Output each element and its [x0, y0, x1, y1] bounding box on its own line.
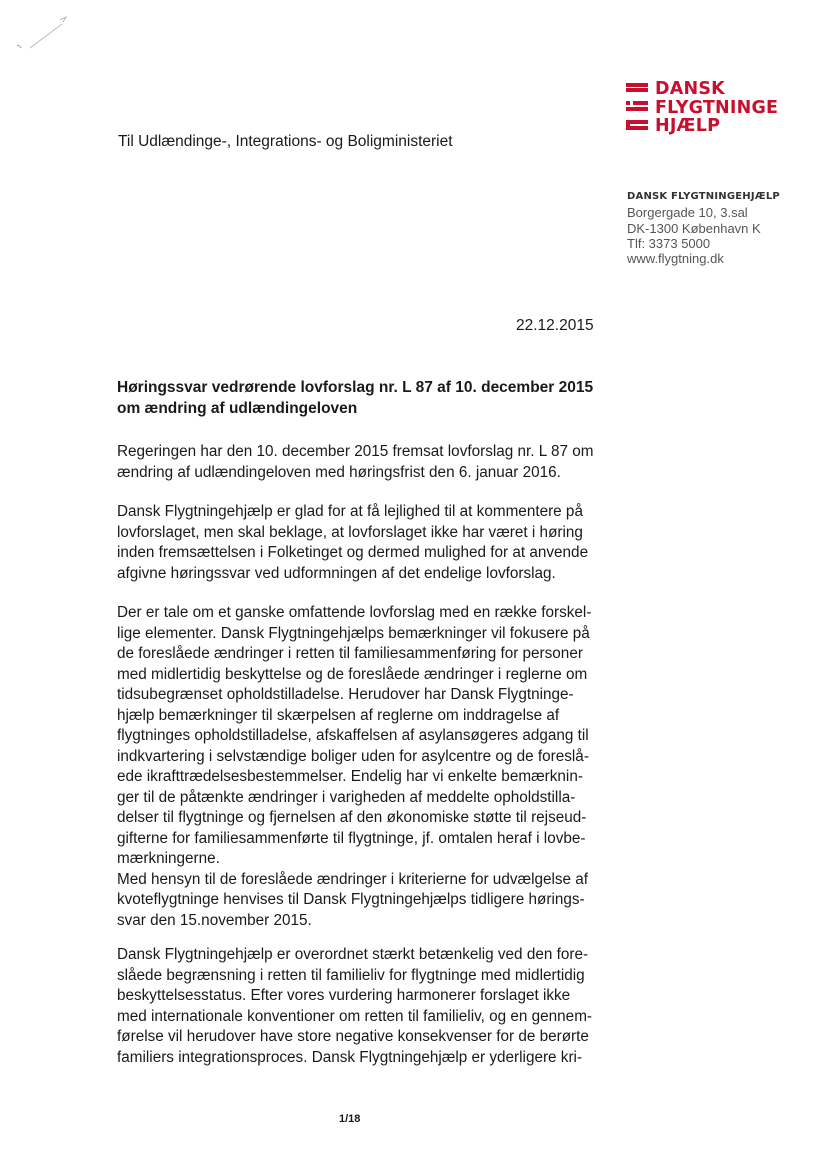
text-line: gifterne for familiesammenførte til flygtninge, jf. omtalen heraf i lovbe-	[117, 829, 586, 847]
text-line: Dansk Flygtningehjælp er overordnet stærkt betænkelig ved den fore-	[117, 946, 589, 963]
body-paragraph	[117, 603, 617, 931]
body-paragraph	[117, 442, 617, 483]
dfh-logo-mark-icon	[624, 82, 650, 134]
logo-line: FLYGTNINGE	[655, 97, 779, 118]
pen-scribble	[10, 10, 80, 60]
text-line: svar den 15.november 2015.	[117, 911, 312, 929]
sender-address	[627, 189, 780, 266]
text-line: mærkningerne.	[117, 850, 220, 867]
text-line: førelse vil herudover have store negative konsekvenser for de berørte	[117, 1028, 589, 1045]
text-line: familiers integrationsproces. Dansk Flygtningehjælp er yderligere kri-	[117, 1048, 583, 1066]
logo-wordmark	[655, 80, 778, 136]
text-line: Der er tale om et ganske omfattende lovforslag med en række forskel-	[117, 604, 592, 621]
letter-subject	[117, 378, 617, 419]
sender-address-line: Borgergade 10, 3.sal	[627, 205, 748, 221]
page-number: 1/18	[339, 1113, 361, 1125]
recipient-line: Til Udlændinge-, Integrations- og Boligministeriet	[118, 133, 453, 150]
text-line: ger til de påtænkte ændringer i varigheden af meddelte opholdstilla-	[117, 788, 576, 806]
text-line: Med hensyn til de foreslåede ændringer i kriterierne for udvælgelse af	[117, 870, 589, 888]
text-line: inden fremsættelsen i Folketinget og dermed mulighed for at anvende	[117, 544, 589, 561]
text-line: lige elementer. Dansk Flygtningehjælps bemærkninger vil fokusere på	[117, 624, 590, 642]
sender-org-name: DANSK FLYGTNINGEHJÆLP	[627, 191, 780, 202]
text-line: flygtninges opholdstilladelse, afskaffelsen af asylansøgeres adgang til	[117, 727, 589, 744]
text-line: ændring af udlændingeloven med høringsfrist den 6. januar 2016.	[117, 463, 561, 481]
text-line: Regeringen har den 10. december 2015 fremsat lovforslag nr. L 87 om	[117, 443, 594, 460]
text-line: delser til flygtninge og fjernelsen af den økonomiske støtte til rejseud-	[117, 809, 587, 826]
text-line: Dansk Flygtningehjælp er glad for at få lejlighed til at kommentere på	[117, 503, 583, 520]
text-line: slåede begrænsning i retten til familieliv for flygtninge med midlertidig	[117, 966, 585, 984]
text-line: beskyttelsesstatus. Efter vores vurdering harmonerer forslaget ikke	[117, 987, 571, 1004]
body-paragraph	[117, 945, 617, 1068]
text-line: afgivne høringssvar ved udformningen af det endelige lovforslag.	[117, 564, 556, 582]
body-paragraph	[117, 502, 617, 584]
text-line: med midlertidig beskyttelse og de foreslåede ændringer i reglerne om	[117, 665, 588, 683]
sender-phone: Tlf: 3373 5000	[627, 235, 711, 251]
text-line: lovforslaget, men skal beklage, at lovforslaget ikke har været i høring	[117, 523, 583, 541]
text-line: ede ikrafttrædelsesbestemmelser. Endelig har vi enkelte bemærknin-	[117, 768, 583, 785]
subject-line: om ændring af udlændingeloven	[117, 399, 358, 417]
sender-website: www.flygtning.dk	[627, 251, 724, 267]
text-line: tidsubegrænset opholdstilladelse. Herudover har Dansk Flygtninge-	[117, 686, 574, 703]
dfh-logo	[624, 79, 779, 138]
text-line: indkvartering i selvstændige boliger uden for asylcentre og de foreslå-	[117, 747, 589, 765]
letter-date: 22.12.2015	[516, 317, 594, 334]
text-line: kvoteflygtninge henvises til Dansk Flygtningehjælps tidligere hørings-	[117, 891, 585, 908]
text-line: hjælp bemærkninger til skærpelsen af reglerne om inddragelse af	[117, 706, 560, 724]
logo-line: DANSK	[655, 79, 725, 99]
text-line: de foreslåede ændringer i retten til familiesammenføring for personer	[117, 645, 583, 662]
subject-line: Høringssvar vedrørende lovforslag nr. L 87 af 10. december 2015	[117, 379, 594, 396]
logo-line: HJÆLP	[655, 116, 721, 136]
text-line: med internationale konventioner om retten til familieliv, og en gennem-	[117, 1007, 593, 1025]
sender-address-line: DK-1300 København K	[627, 220, 761, 236]
